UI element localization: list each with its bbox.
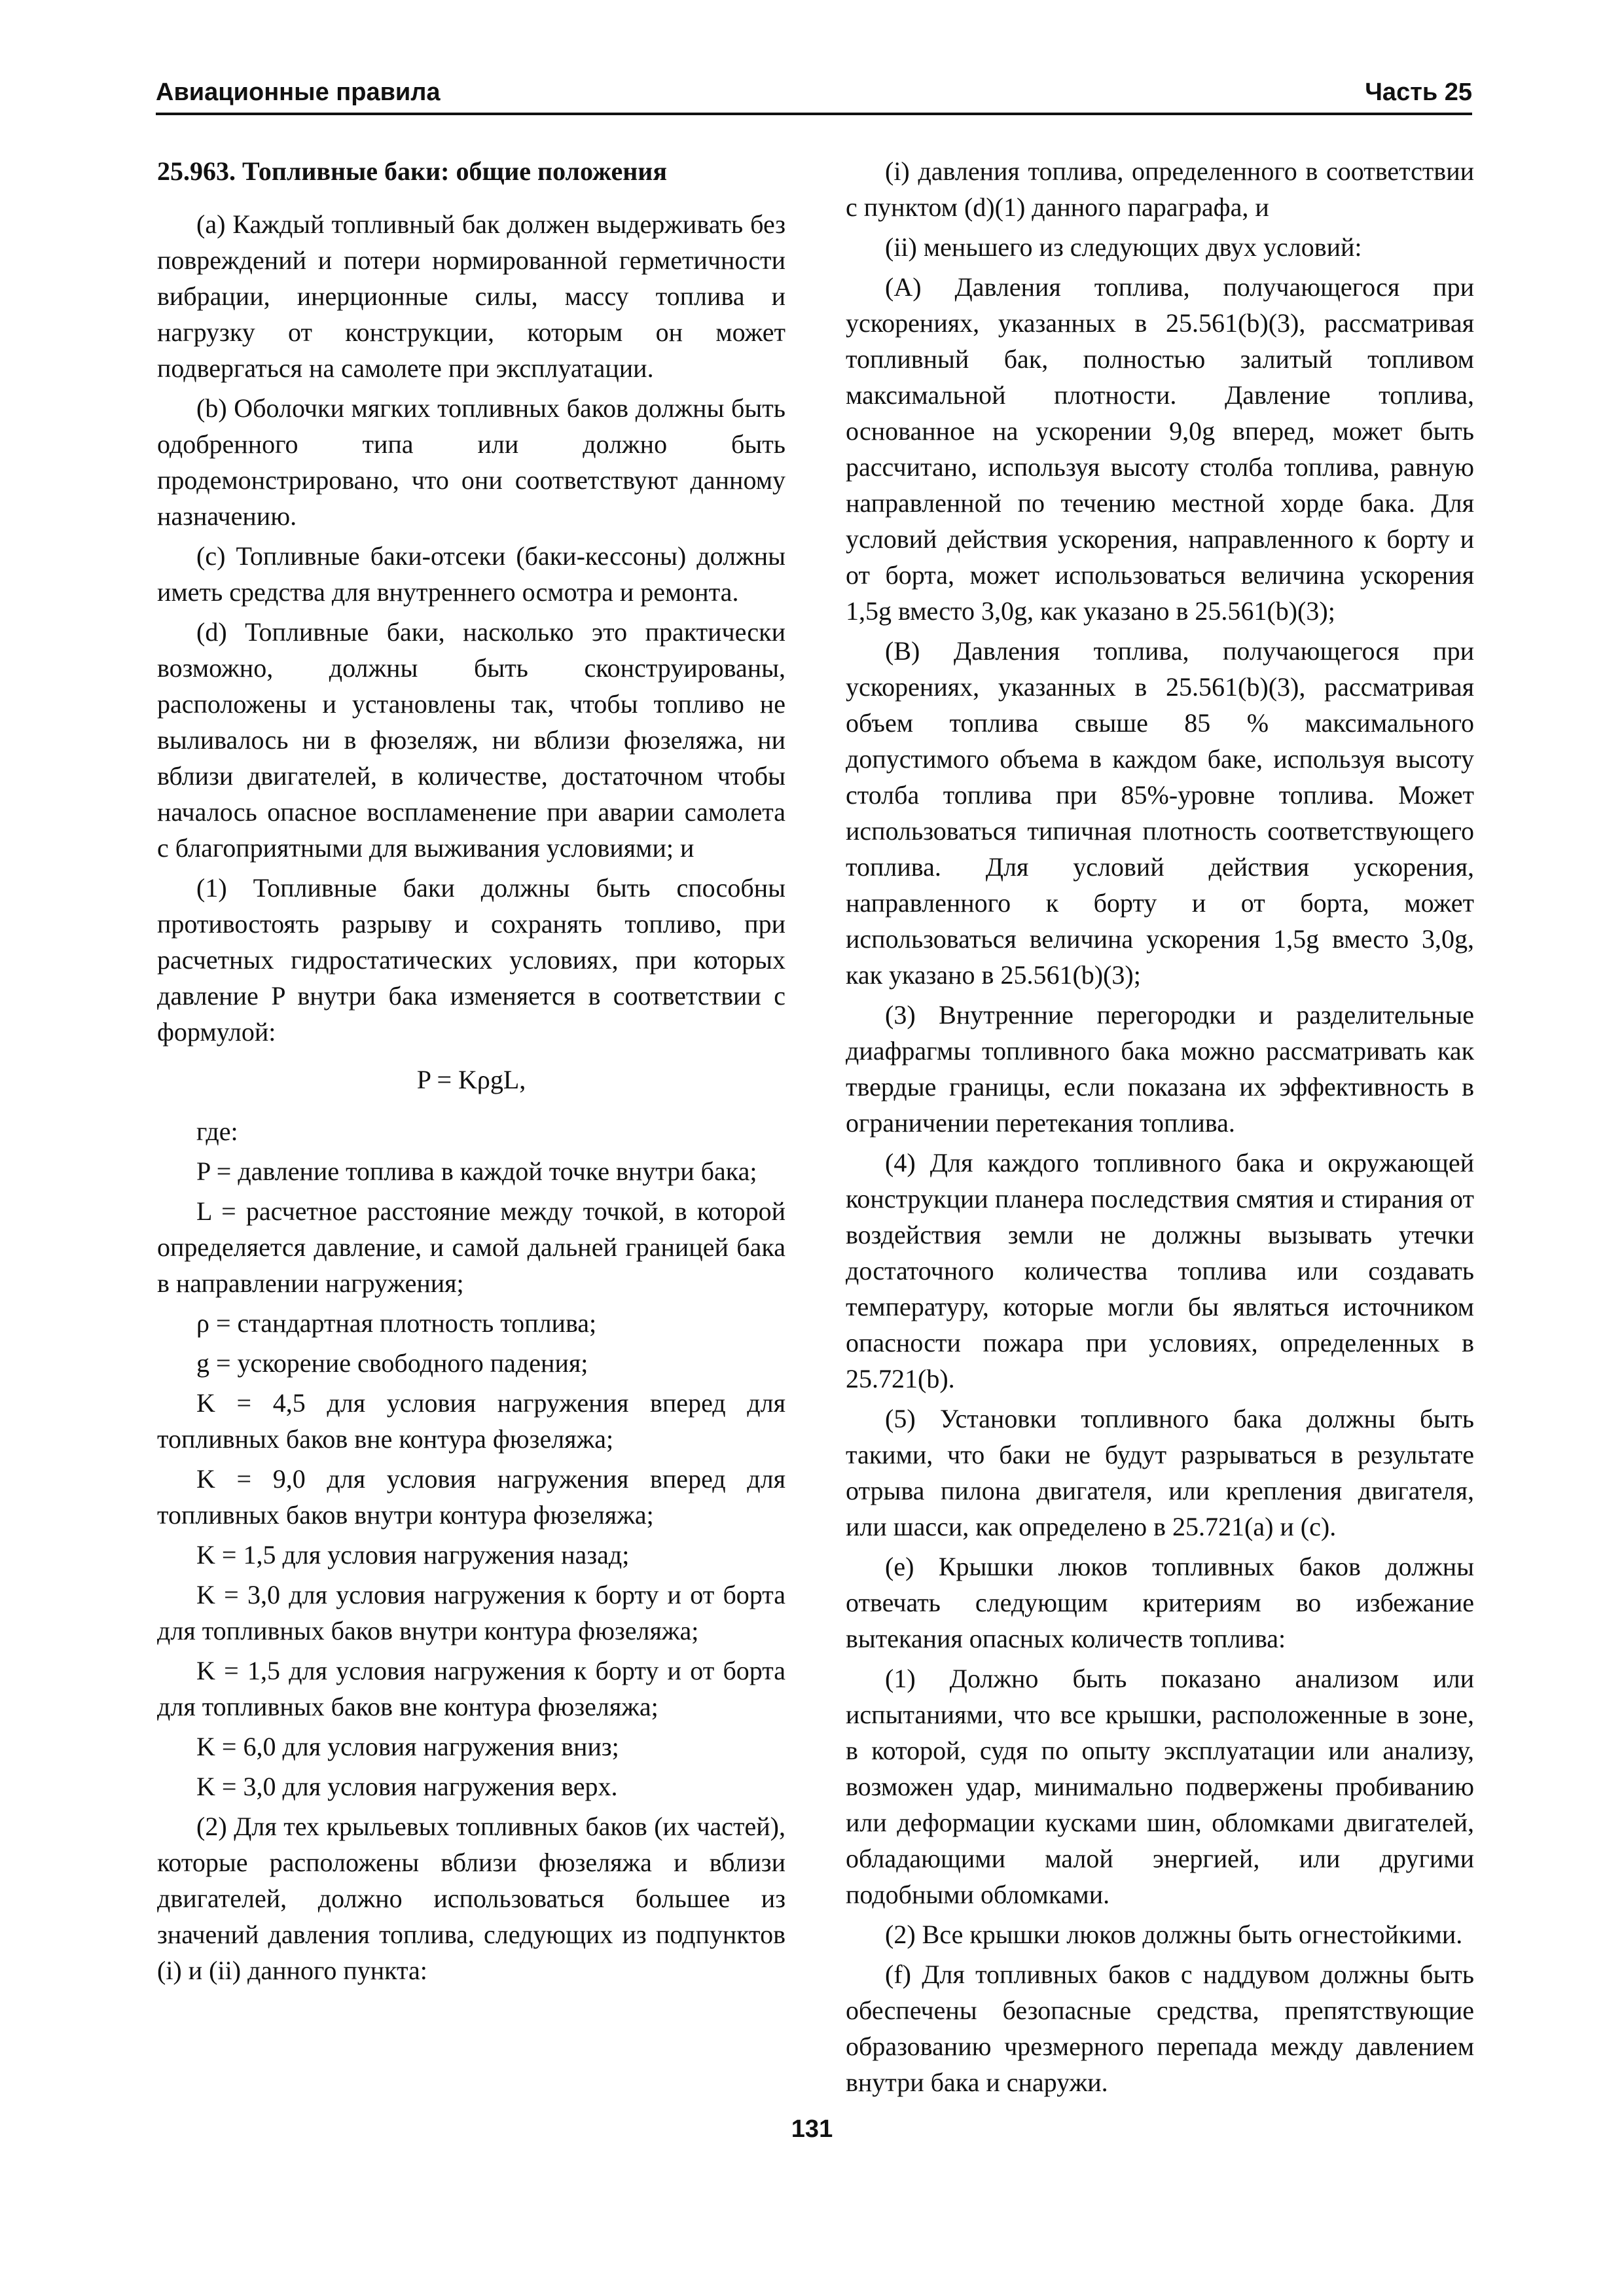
paragraph-d3: (3) Внутренние перегородки и разделительные диафрагмы топливного бака можно рассматривать как твердые границы, если показана их эффективность в ограничении перетекания топлива. <box>846 1000 1474 1138</box>
definition-k-forward-outside: K = 4,5 для условия нагружения вперед для топливных баков вне контура фюзеляжа; <box>157 1388 785 1454</box>
definition-k-aft: K = 1,5 для условия нагружения назад; <box>196 1540 630 1570</box>
running-header-part: Часть 25 <box>1365 79 1472 106</box>
paragraph-d2-ii-a: (A) Давления топлива, получающегося при ускорениях, указанных в 25.561(b)(3), рассматривая топливный бак, полностью залитый топливом максимальной плотности. Давление топлива, основанное на ускорении 9,0g вперед, может быть рассчитано, используя высоту столба топлива, равную направленной по течению местной хорде бака. Для условий действия ускорения, направленного к борту и от борта, может использоваться величина ускорения 1,5g вместо 3,0g, как указано в 25.561(b)(3); <box>846 272 1474 626</box>
definition-k-down: K = 6,0 для условия нагружения вниз; <box>196 1732 619 1761</box>
paragraph-a: (a) Каждый топливный бак должен выдерживать без повреждений и потери нормированной герметичности вибрации, инерционные силы, массу топлива и нагрузку от конструкции, которым он может подвергаться на самолете при эксплуатации. <box>157 209 785 383</box>
paragraph-c: (c) Топливные баки-отсеки (баки-кессоны) должны иметь средства для внутреннего осмотра и ремонта. <box>157 541 785 607</box>
paragraph-d5: (5) Установки топливного бака должны быть такими, что баки не будут разрываться в результате отрыва пилона двигателя, или крепления двигателя, или шасси, как определено в 25.721(a) и (c). <box>846 1404 1474 1541</box>
definition-k-side-outside: K = 1,5 для условия нагружения к борту и от борта для топливных баков вне контура фюзеляжа; <box>157 1656 785 1721</box>
paragraph-b: (b) Оболочки мягких топливных баков должны быть одобренного типа или должно быть продемонстрировано, что они соответствуют данному назначению. <box>157 393 785 531</box>
paragraph-e2: (2) Все крышки люков должны быть огнестойкими. <box>885 1920 1463 1949</box>
right-column <box>846 153 1474 2104</box>
paragraph-d2-i: (i) давления топлива, определенного в соответствии с пунктом (d)(1) данного параграфа, и <box>846 156 1474 222</box>
definition-g: g = ускорение свободного падения; <box>196 1348 588 1378</box>
paragraph-d2-ii-b: (B) Давления топлива, получающегося при ускорениях, указанных в 25.561(b)(3), рассматривая объем топлива свыше 85 % максимального допустимого объема в каждом баке, используя высоту столба топлива при 85%-уровне топлива. Может использоваться типичная плотность соответствующего топлива. Для условий действия ускорения, направленного к борту и от борта, может использоваться величина ускорения 1,5g вместо 3,0g, как указано в 25.561(b)(3); <box>846 636 1474 990</box>
paragraph-d: (d) Топливные баки, насколько это практически возможно, должны быть сконструированы, расположены и установлены так, чтобы топливо не выливалось ни в фюзеляж, ни вблизи фюзеляжа, ни вблизи двигателей, в количестве, достаточном чтобы началось опасное воспламенение при аварии самолета с благоприятными для выживания условиями; и <box>157 617 785 863</box>
definition-l: L = расчетное расстояние между точкой, в которой определяется давление, и самой дальней границей бака в направлении нагружения; <box>157 1196 785 1298</box>
definition-k-up: K = 3,0 для условия нагружения верх. <box>196 1772 618 1801</box>
left-column <box>157 153 785 1992</box>
definition-k-forward-inside: K = 9,0 для условия нагружения вперед для топливных баков внутри контура фюзеляжа; <box>157 1464 785 1530</box>
paragraph-d4: (4) Для каждого топливного бака и окружающей конструкции планера последствия смятия и стирания от воздействия земли не должны вызывать утечки достаточного количества топлива или создавать температуру, которые могли бы являться источником опасности пожара при условиях, определенных в 25.721(b). <box>846 1148 1474 1393</box>
definition-p: P = давление топлива в каждой точке внутри бака; <box>196 1157 757 1186</box>
definition-rho: ρ = стандартная плотность топлива; <box>196 1308 597 1338</box>
formula: P = KρgL, <box>416 1065 526 1094</box>
paragraph-d2-ii: (ii) меньшего из следующих двух условий: <box>885 232 1362 262</box>
paragraph-d2: (2) Для тех крыльевых топливных баков (их частей), которые расположены вблизи фюзеляжа и вблизи двигателей, должно использоваться большее из значений давления топлива, следующих из подпунктов (i) и (ii) данного пункта: <box>157 1812 785 1985</box>
paragraph-f: (f) Для топливных баков с наддувом должны быть обеспечены безопасные средства, препятствующие образованию чрезмерного перепада между давлением внутри бака и снаружи. <box>846 1960 1474 2097</box>
definition-k-side-inside: K = 3,0 для условия нагружения к борту и от борта для топливных баков внутри контура фюзеляжа; <box>157 1580 785 1645</box>
paragraph-e1: (1) Должно быть показано анализом или испытаниями, что все крышки, расположенные в зоне, в которой, судя по опыту эксплуатации или анализу, возможен удар, минимально подвержены пробиванию или деформации кусками шин, обломками двигателей, обладающими малой энергией, или другими подобными обломками. <box>846 1664 1474 1909</box>
paragraph-e: (e) Крышки люков топливных баков должны отвечать следующим критериям во избежание вытекания опасных количеств топлива: <box>846 1552 1474 1653</box>
section-heading: 25.963. Топливные баки: общие положения <box>157 156 667 186</box>
running-header-title: Авиационные правила <box>156 79 441 106</box>
paragraph-d1: (1) Топливные баки должны быть способны противостоять разрыву и сохранять топливо, при расчетных гидростатических условиях, при которых давление P внутри бака изменяется в соответствии с формулой: <box>157 873 785 1047</box>
where-label: где: <box>196 1117 238 1146</box>
page-number: 131 <box>791 2115 833 2143</box>
header-rule <box>156 113 1472 115</box>
